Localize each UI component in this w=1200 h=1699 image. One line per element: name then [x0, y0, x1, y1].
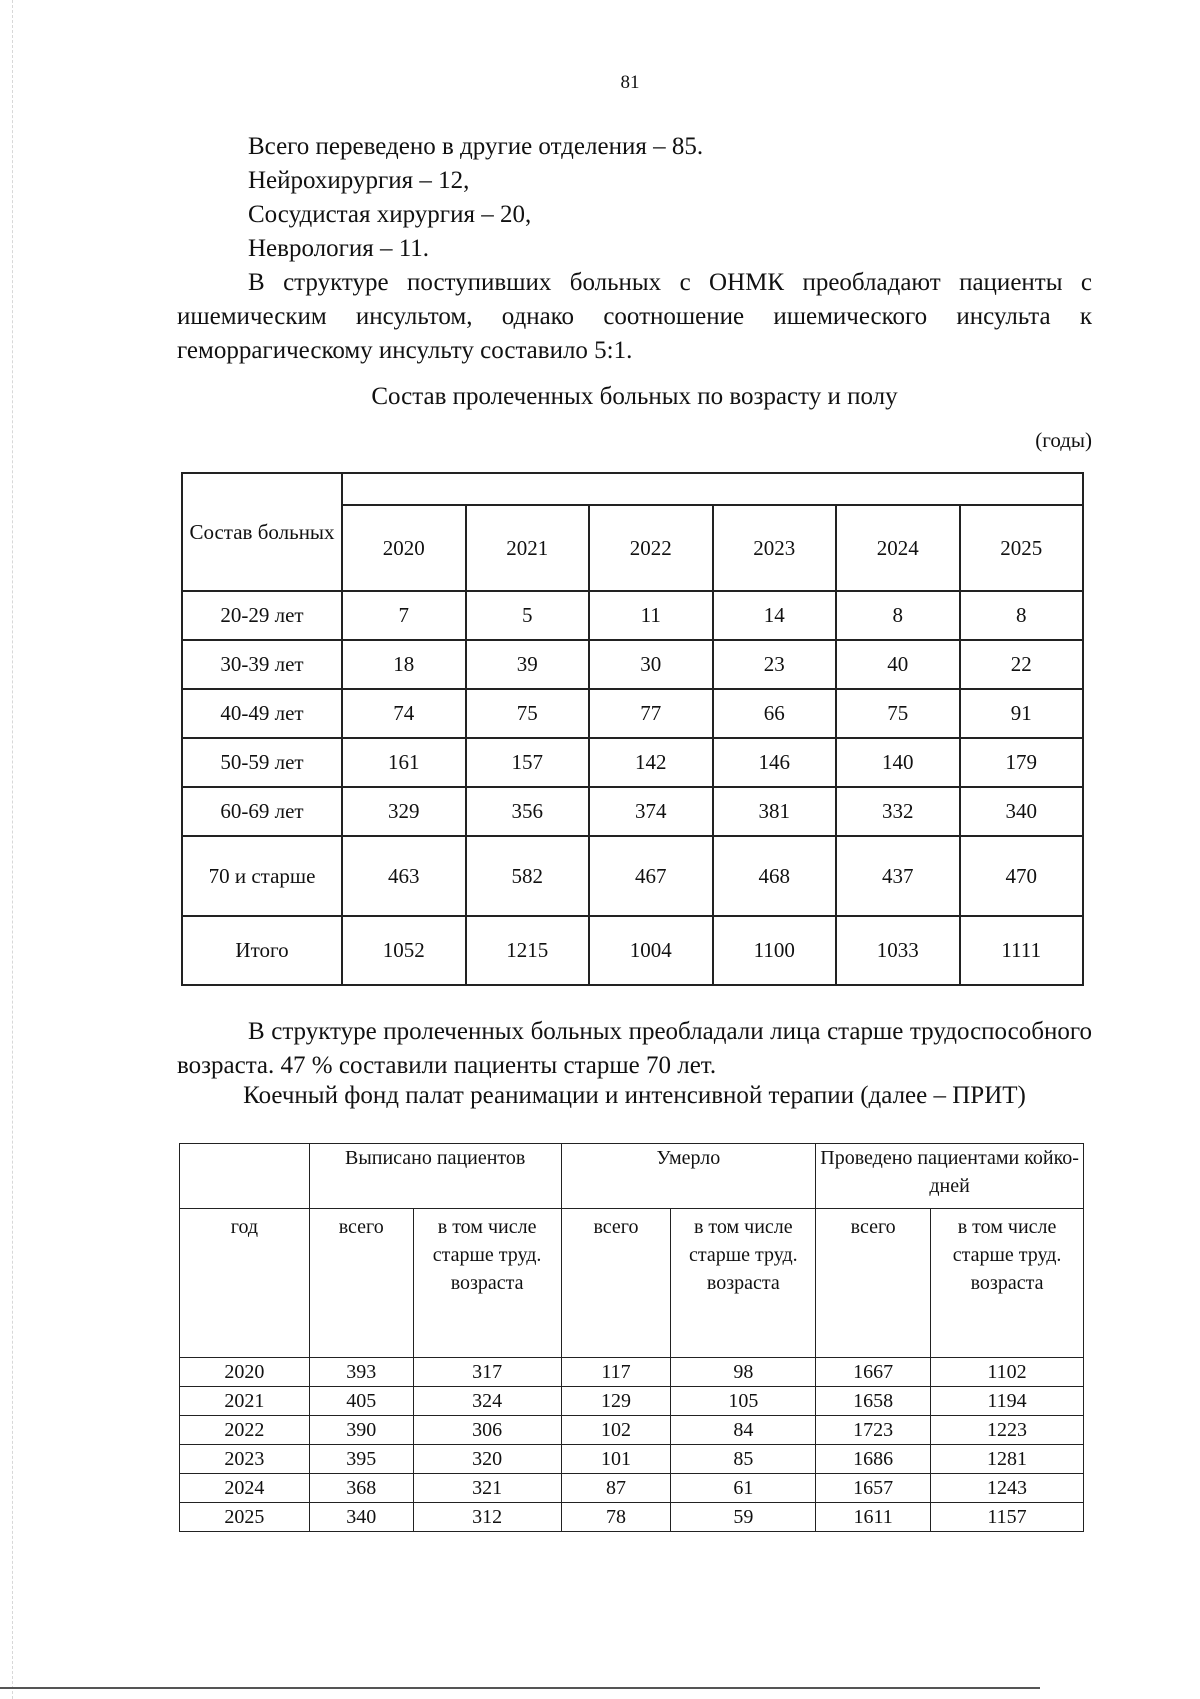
cell: 1215 — [466, 916, 590, 985]
cell: 467 — [589, 836, 713, 916]
intro-line-total: Всего переведено в другие отделения – 85. — [248, 133, 704, 160]
table1-year: 2024 — [836, 505, 960, 591]
cell: 39 — [466, 640, 590, 689]
cell: 8 — [960, 591, 1084, 640]
row-label: 50-59 лет — [182, 738, 342, 787]
cell: 463 — [342, 836, 466, 916]
row-label: 70 и старше — [182, 836, 342, 916]
page-number: 81 — [620, 72, 640, 93]
row-year: 2021 — [180, 1387, 310, 1416]
cell: 374 — [589, 787, 713, 836]
cell: 340 — [309, 1503, 413, 1532]
row-label: 20-29 лет — [182, 591, 342, 640]
table-row — [180, 1503, 1084, 1532]
table-row — [182, 689, 1083, 738]
row-year: 2022 — [180, 1416, 310, 1445]
cell: 1194 — [931, 1387, 1084, 1416]
table2-title: Коечный фонд палат реанимации и интенсивной терапии (далее – ПРИТ) — [243, 1082, 1026, 1109]
cell: 101 — [561, 1445, 671, 1474]
intro-line-neurosurgery: Нейрохирургия – 12, — [248, 167, 470, 194]
scan-edge-bottom — [0, 1687, 1040, 1689]
age-composition-table — [181, 472, 1084, 986]
cell: 179 — [960, 738, 1084, 787]
row-label: Итого — [182, 916, 342, 985]
row-year: 2020 — [180, 1358, 310, 1387]
cell: 324 — [413, 1387, 561, 1416]
cell: 1033 — [836, 916, 960, 985]
table-row — [182, 836, 1083, 916]
col-header-total: всего — [309, 1209, 413, 1358]
table-row — [182, 591, 1083, 640]
cell: 14 — [713, 591, 837, 640]
cell: 85 — [671, 1445, 816, 1474]
cell: 1223 — [931, 1416, 1084, 1445]
table1-year: 2025 — [960, 505, 1084, 591]
cell: 1657 — [816, 1474, 931, 1503]
group-header-bed-days: Проведено пациентами койко-дней — [816, 1144, 1084, 1209]
cell: 157 — [466, 738, 590, 787]
table-row — [182, 640, 1083, 689]
table1-year: 2023 — [713, 505, 837, 591]
cell: 102 — [561, 1416, 671, 1445]
cell: 356 — [466, 787, 590, 836]
cell: 87 — [561, 1474, 671, 1503]
cell: 320 — [413, 1445, 561, 1474]
cell: 75 — [466, 689, 590, 738]
cell: 437 — [836, 836, 960, 916]
cell: 161 — [342, 738, 466, 787]
cell: 140 — [836, 738, 960, 787]
cell: 105 — [671, 1387, 816, 1416]
cell: 8 — [836, 591, 960, 640]
cell: 317 — [413, 1358, 561, 1387]
cell: 582 — [466, 836, 590, 916]
table1-title: Состав пролеченных больных по возрасту и полу — [371, 383, 898, 410]
row-label: 40-49 лет — [182, 689, 342, 738]
table-row — [180, 1358, 1084, 1387]
cell: 381 — [713, 787, 837, 836]
cell: 91 — [960, 689, 1084, 738]
intro-paragraph: В структуре поступивших больных с ОНМК преобладают пациенты с ишемическим инсультом, однако соотношение ишемического инсульта к геморрагическому инсульту составило 5:1. — [177, 269, 1092, 364]
row-year: 2023 — [180, 1445, 310, 1474]
cell: 312 — [413, 1503, 561, 1532]
cell: 1004 — [589, 916, 713, 985]
cell: 66 — [713, 689, 837, 738]
table1-year: 2020 — [342, 505, 466, 591]
middle-paragraph: В структуре пролеченных больных преобладали лица старше трудоспособного возраста. 47 % составили пациенты старше 70 лет. — [177, 1018, 1092, 1079]
cell: 146 — [713, 738, 837, 787]
cell: 368 — [309, 1474, 413, 1503]
cell: 1102 — [931, 1358, 1084, 1387]
col-header-total: всего — [816, 1209, 931, 1358]
table-row — [182, 787, 1083, 836]
cell: 1686 — [816, 1445, 931, 1474]
cell: 1100 — [713, 916, 837, 985]
scan-edge-left — [12, 0, 14, 1699]
cell: 1611 — [816, 1503, 931, 1532]
cell: 61 — [671, 1474, 816, 1503]
cell: 5 — [466, 591, 590, 640]
cell: 18 — [342, 640, 466, 689]
row-year: 2024 — [180, 1474, 310, 1503]
cell: 40 — [836, 640, 960, 689]
cell: 30 — [589, 640, 713, 689]
cell: 84 — [671, 1416, 816, 1445]
cell: 22 — [960, 640, 1084, 689]
cell: 395 — [309, 1445, 413, 1474]
table1-year: 2022 — [589, 505, 713, 591]
cell: 1157 — [931, 1503, 1084, 1532]
cell: 405 — [309, 1387, 413, 1416]
table1-header-label: Состав больных — [182, 473, 342, 591]
cell: 129 — [561, 1387, 671, 1416]
cell: 470 — [960, 836, 1084, 916]
cell: 332 — [836, 787, 960, 836]
icu-bed-table — [179, 1143, 1084, 1532]
table-row — [182, 738, 1083, 787]
cell: 78 — [561, 1503, 671, 1532]
cell: 75 — [836, 689, 960, 738]
table-row — [180, 1445, 1084, 1474]
table1-units: (годы) — [1035, 428, 1092, 452]
cell: 468 — [713, 836, 837, 916]
col-header-elderly: в том числе старше труд. возраста — [671, 1209, 816, 1358]
row-label: 60-69 лет — [182, 787, 342, 836]
table1-header-blank — [342, 473, 1083, 505]
cell: 11 — [589, 591, 713, 640]
cell: 390 — [309, 1416, 413, 1445]
intro-line-vascular: Сосудистая хирургия – 20, — [248, 201, 532, 228]
cell: 142 — [589, 738, 713, 787]
cell: 321 — [413, 1474, 561, 1503]
col-header-elderly: в том числе старше труд. возраста — [413, 1209, 561, 1358]
cell: 306 — [413, 1416, 561, 1445]
cell: 74 — [342, 689, 466, 738]
cell: 1052 — [342, 916, 466, 985]
cell: 1723 — [816, 1416, 931, 1445]
row-year: 2025 — [180, 1503, 310, 1532]
table-row — [180, 1387, 1084, 1416]
cell: 98 — [671, 1358, 816, 1387]
cell: 23 — [713, 640, 837, 689]
col-header-total: всего — [561, 1209, 671, 1358]
row-label: 30-39 лет — [182, 640, 342, 689]
table-row-total — [182, 916, 1083, 985]
table-row — [180, 1416, 1084, 1445]
cell: 1243 — [931, 1474, 1084, 1503]
table1-year: 2021 — [466, 505, 590, 591]
cell: 117 — [561, 1358, 671, 1387]
cell: 1658 — [816, 1387, 931, 1416]
cell: 1667 — [816, 1358, 931, 1387]
cell: 77 — [589, 689, 713, 738]
cell: 59 — [671, 1503, 816, 1532]
cell: 1111 — [960, 916, 1084, 985]
col-header-elderly: в том числе старше труд. возраста — [931, 1209, 1084, 1358]
group-header-discharged: Выписано пациентов — [309, 1144, 561, 1209]
col-header-year: год — [180, 1209, 310, 1358]
cell: 393 — [309, 1358, 413, 1387]
cell: 329 — [342, 787, 466, 836]
intro-line-neurology: Неврология – 11. — [248, 235, 430, 262]
cell: 1281 — [931, 1445, 1084, 1474]
table-row — [180, 1474, 1084, 1503]
cell: 7 — [342, 591, 466, 640]
table2-corner — [180, 1144, 310, 1209]
cell: 340 — [960, 787, 1084, 836]
group-header-died: Умерло — [561, 1144, 816, 1209]
